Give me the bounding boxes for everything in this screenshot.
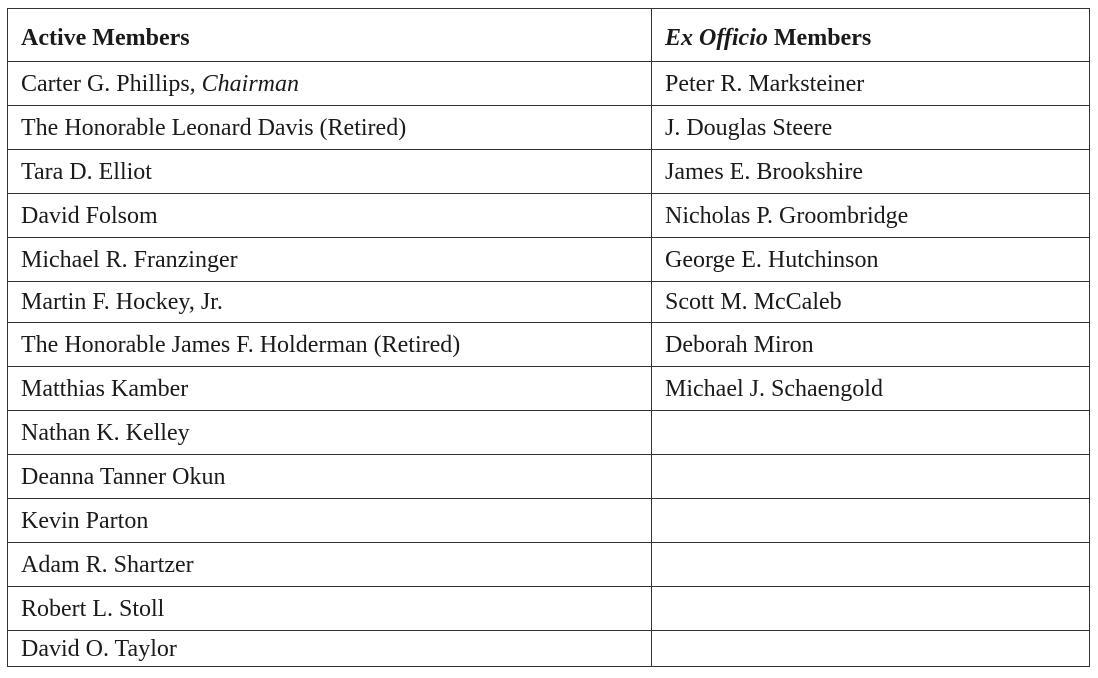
active-member-cell: Martin F. Hockey, Jr. xyxy=(8,282,652,323)
table-row xyxy=(8,194,1090,238)
ex-officio-member-cell: James E. Brookshire xyxy=(652,150,1090,194)
active-member-cell: Michael R. Franzinger xyxy=(8,238,652,282)
active-member-cell xyxy=(8,62,652,106)
ex-officio-member-cell: J. Douglas Steere xyxy=(652,106,1090,150)
ex-officio-member-cell: Nicholas P. Groombridge xyxy=(652,194,1090,238)
ex-officio-empty-cell xyxy=(652,631,1090,667)
table-row xyxy=(8,238,1090,282)
table-row xyxy=(8,543,1090,587)
header-row xyxy=(8,9,1090,62)
active-member-cell: Tara D. Elliot xyxy=(8,150,652,194)
table-row xyxy=(8,499,1090,543)
table-row xyxy=(8,631,1090,667)
ex-officio-member-cell: George E. Hutchinson xyxy=(652,238,1090,282)
table-row xyxy=(8,282,1090,323)
members-table xyxy=(7,8,1090,667)
table-row xyxy=(8,323,1090,367)
table-row xyxy=(8,411,1090,455)
active-member-role: Chairman xyxy=(201,70,300,97)
table-row xyxy=(8,455,1090,499)
ex-officio-italic-label: Ex Officio xyxy=(665,25,768,51)
active-member-cell: Adam R. Shartzer xyxy=(8,543,652,587)
ex-officio-member-cell: Peter R. Marksteiner xyxy=(652,62,1090,106)
ex-officio-members-label: Members xyxy=(773,25,872,51)
ex-officio-empty-cell xyxy=(652,411,1090,455)
ex-officio-empty-cell xyxy=(652,543,1090,587)
table-row xyxy=(8,150,1090,194)
ex-officio-member-cell: Michael J. Schaengold xyxy=(652,367,1090,411)
table-row xyxy=(8,62,1090,106)
ex-officio-empty-cell xyxy=(652,587,1090,631)
active-member-cell: David O. Taylor xyxy=(8,631,652,667)
active-member-cell: David Folsom xyxy=(8,194,652,238)
table-row xyxy=(8,367,1090,411)
ex-officio-member-cell: Scott M. McCaleb xyxy=(652,282,1090,323)
ex-officio-empty-cell xyxy=(652,455,1090,499)
active-member-cell: The Honorable James F. Holderman (Retired) xyxy=(8,323,652,367)
ex-officio-empty-cell xyxy=(652,499,1090,543)
active-members-header: Active Members xyxy=(8,9,652,62)
ex-officio-member-cell: Deborah Miron xyxy=(652,323,1090,367)
table-row xyxy=(8,587,1090,631)
active-member-name: Carter G. Phillips, xyxy=(21,70,196,97)
table-row xyxy=(8,106,1090,150)
active-member-cell: Nathan K. Kelley xyxy=(8,411,652,455)
active-member-cell: Kevin Parton xyxy=(8,499,652,543)
ex-officio-members-header xyxy=(652,9,1090,62)
active-member-cell: Deanna Tanner Okun xyxy=(8,455,652,499)
active-member-cell: The Honorable Leonard Davis (Retired) xyxy=(8,106,652,150)
active-member-cell: Matthias Kamber xyxy=(8,367,652,411)
active-member-cell: Robert L. Stoll xyxy=(8,587,652,631)
